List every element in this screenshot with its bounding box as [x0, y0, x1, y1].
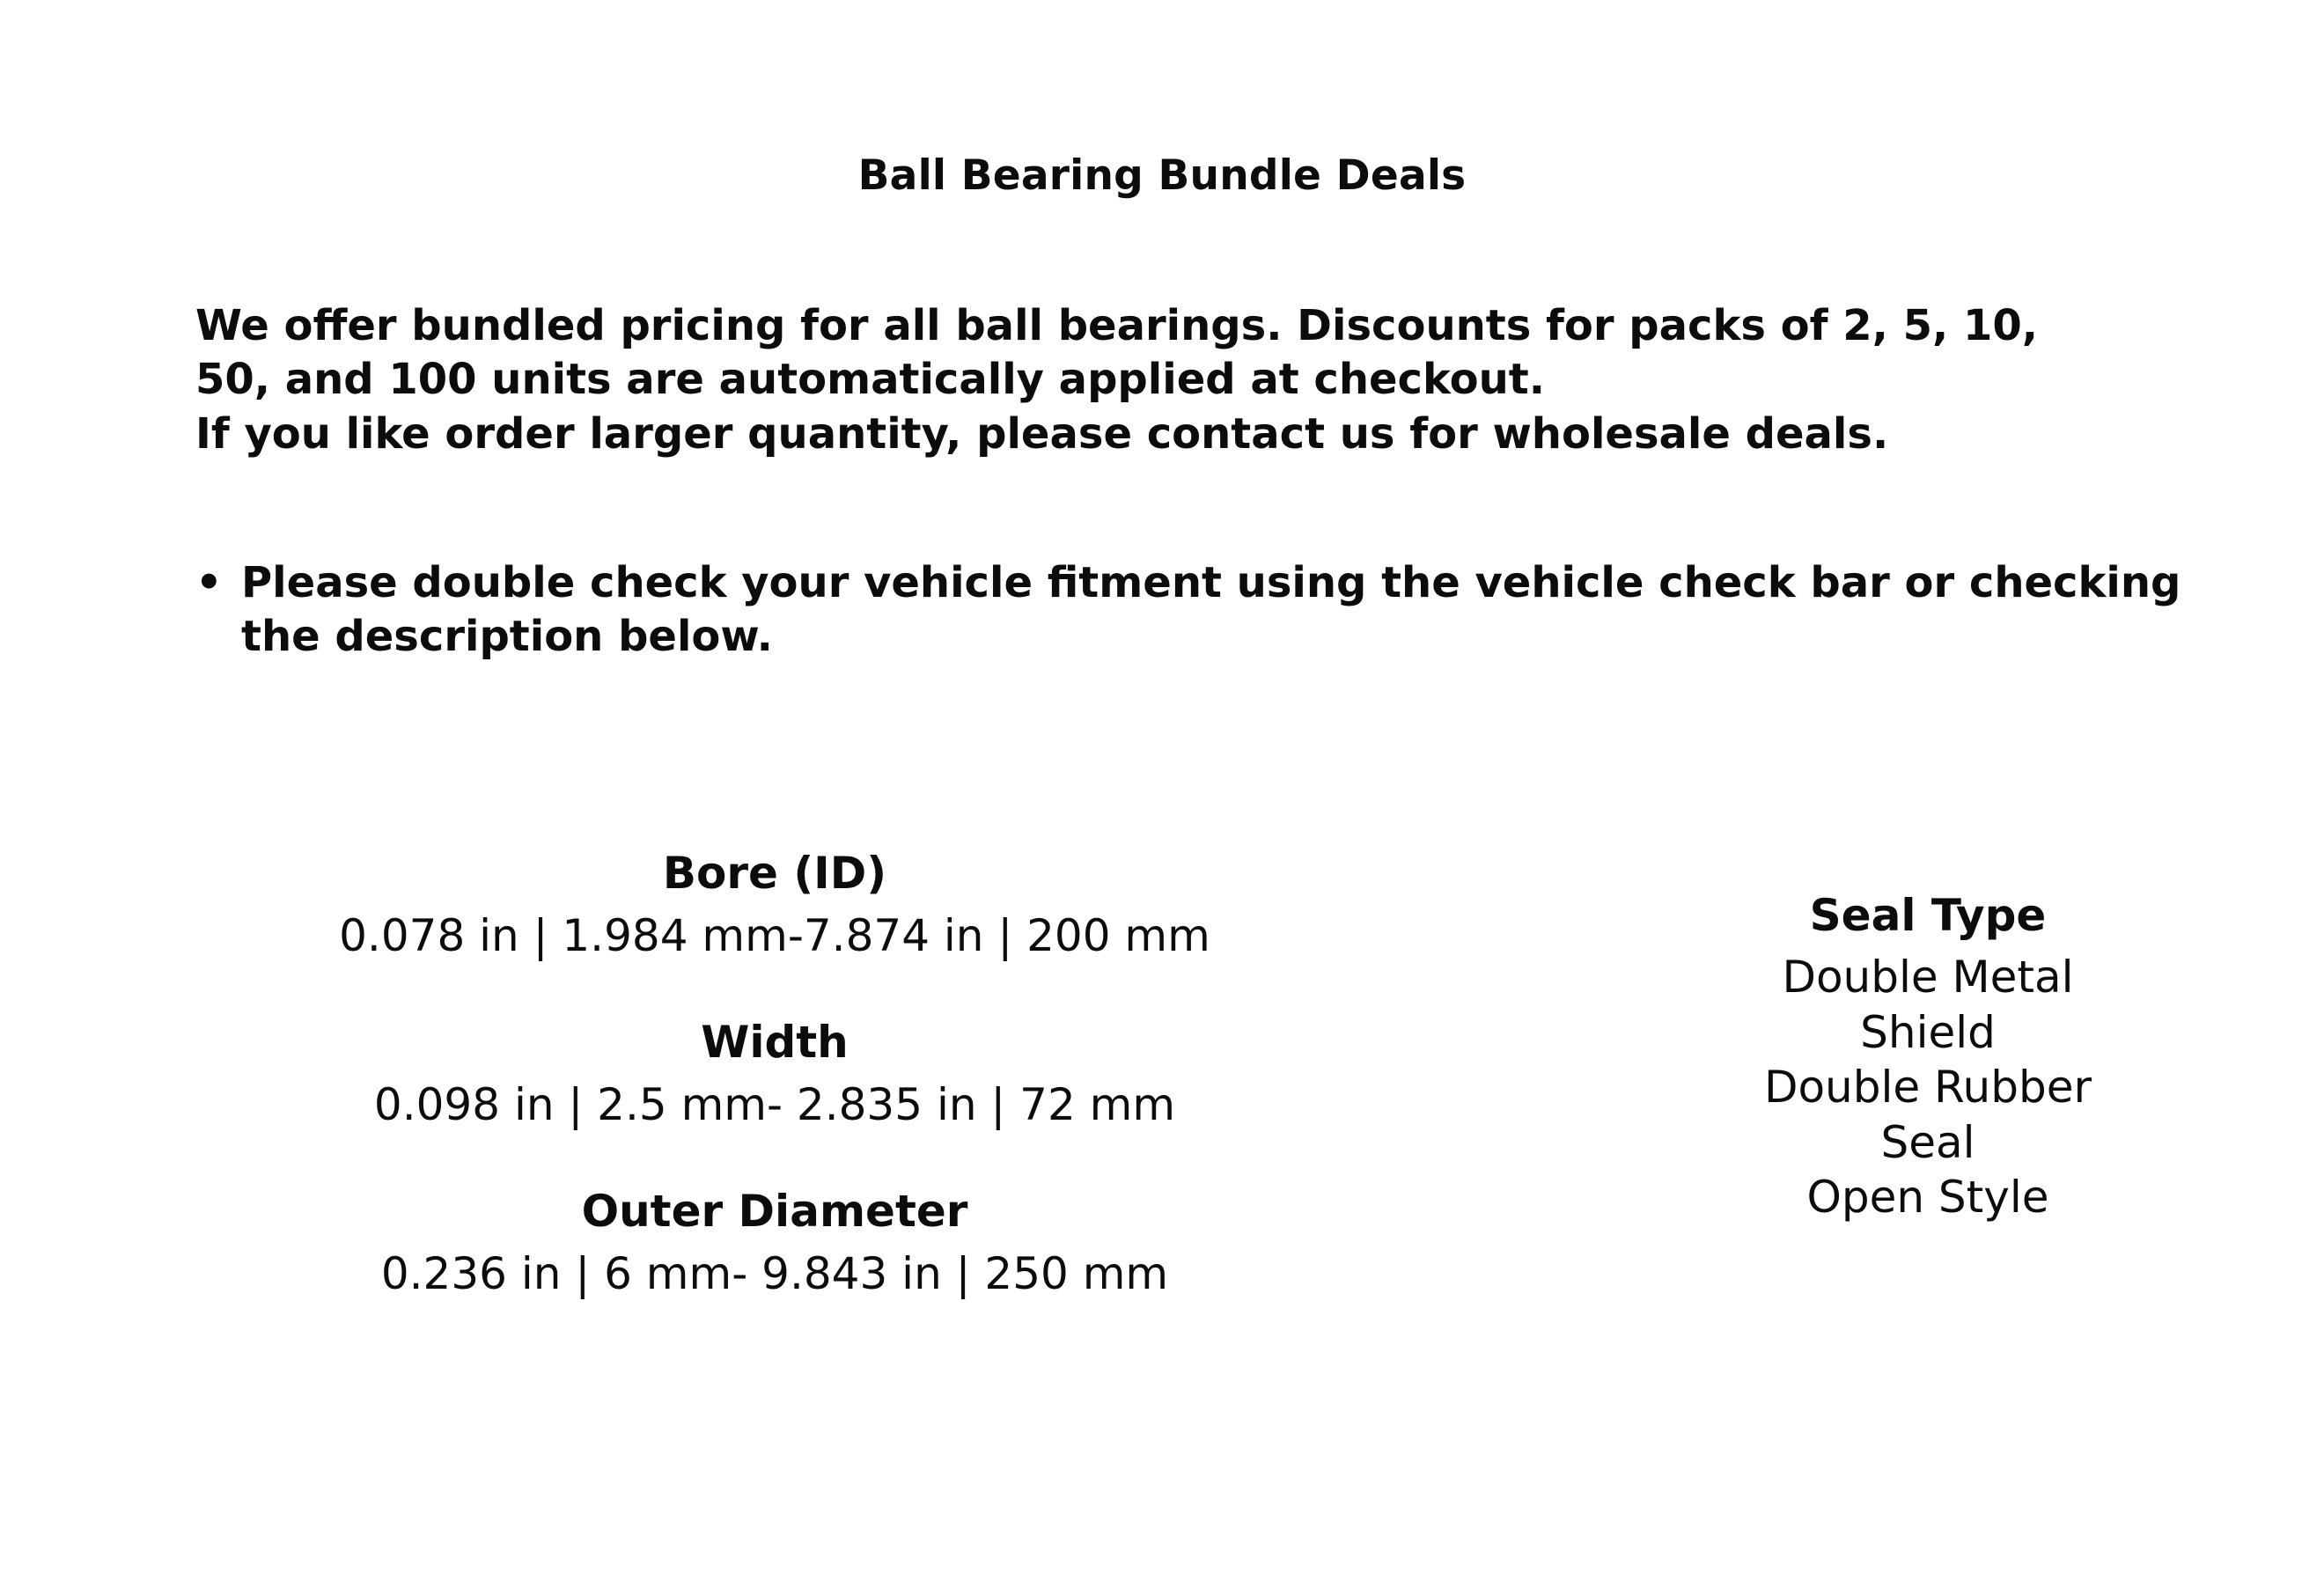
- seal-type-column: [1532, 845, 2324, 1225]
- page-title: Ball Bearing Bundle Deals: [857, 151, 1467, 200]
- spec-outer-diameter-label: Outer Diameter: [581, 1186, 968, 1237]
- bullet-list: [195, 556, 2185, 665]
- spec-width-value: 0.098 in | 2.5 mm- 2.835 in | 72 mm: [373, 1079, 1176, 1130]
- seal-type-label: Seal Type: [1809, 890, 2047, 941]
- spec-outer-diameter-value: 0.236 in | 6 mm- 9.843 in | 250 mm: [380, 1248, 1169, 1299]
- seal-option: Double Metal: [1782, 952, 2074, 1003]
- intro-line-3: If you like order larger quantity, please contact us for wholesale deals.: [195, 408, 1889, 459]
- seal-option: Seal: [1880, 1116, 1975, 1168]
- intro-paragraph: [195, 299, 2167, 461]
- seal-option: Shield: [1860, 1006, 1996, 1058]
- list-item: [195, 556, 2185, 665]
- seal-option: Open Style: [1806, 1172, 2049, 1223]
- spec-width: [18, 1014, 1532, 1134]
- seal-option: Double Rubber: [1763, 1062, 2092, 1113]
- intro-line-1: We offer bundled pricing for all ball bearings. Discounts for packs of 2, 5, 10,: [195, 301, 2038, 350]
- spec-bore-label: Bore (ID): [662, 848, 887, 899]
- bullet-text: Please double check your vehicle fitment using the vehicle check bar or checking the description below.: [241, 558, 2181, 662]
- spec-bore: [18, 845, 1532, 965]
- dimension-specs-column: [0, 845, 1532, 1352]
- spec-bore-value: 0.078 in | 1.984 mm-7.874 in | 200 mm: [339, 910, 1210, 961]
- bullet-dot-icon: •: [195, 558, 223, 607]
- specifications-section: [0, 845, 2324, 1352]
- spec-width-label: Width: [701, 1017, 849, 1068]
- spec-outer-diameter: [18, 1183, 1532, 1303]
- intro-line-2: 50, and 100 units are automatically applied at checkout.: [195, 355, 1545, 405]
